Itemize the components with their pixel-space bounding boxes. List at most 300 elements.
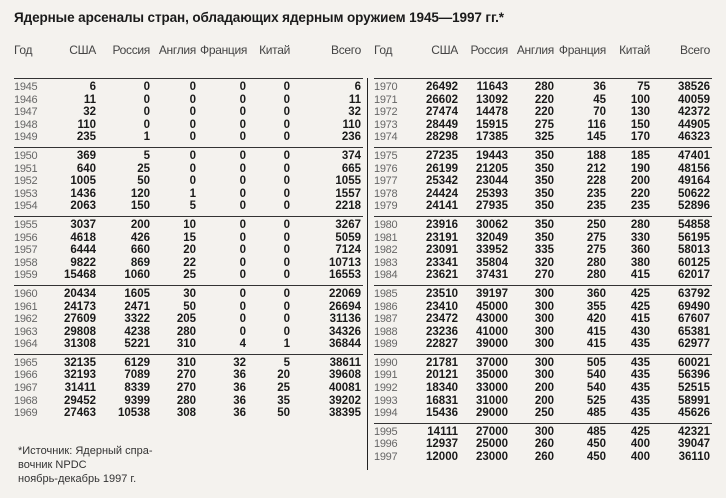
total-cell: 5059 [335, 231, 361, 244]
russia-cell: 30062 [460, 216, 510, 231]
usa-cell: 369 [52, 147, 100, 162]
column-divider [367, 78, 368, 470]
table-row [374, 438, 712, 451]
russia-cell: 1 [143, 131, 150, 144]
table-row [374, 285, 712, 300]
total-cell: 60021 [652, 354, 712, 369]
china-cell: 425 [608, 423, 652, 438]
total-cell: 3267 [292, 216, 363, 231]
england-cell: 300 [534, 325, 554, 338]
china-cell: 280 [608, 216, 652, 231]
france-cell: 540 [586, 382, 606, 395]
england-cell: 200 [534, 394, 554, 407]
usa-cell: 20121 [426, 369, 458, 382]
england-cell: 270 [176, 382, 196, 395]
usa-cell: 23410 [426, 300, 458, 313]
total-cell: 58991 [678, 394, 710, 407]
total-cell: 58013 [678, 244, 710, 257]
year-cell: 1995 [374, 423, 412, 438]
table-row [374, 257, 712, 270]
table-row [14, 338, 363, 354]
france-cell: 0 [198, 285, 248, 300]
table-row [374, 175, 712, 188]
france-cell: 70 [593, 106, 606, 119]
russia-cell: 19443 [460, 147, 510, 162]
china-cell: 0 [283, 300, 290, 313]
france-cell: 0 [239, 187, 246, 200]
total-cell: 60125 [678, 256, 710, 269]
russia-cell: 33000 [476, 382, 508, 395]
china-cell: 0 [283, 325, 290, 338]
col-total: Всего [680, 43, 710, 57]
table-group [14, 147, 363, 216]
total-cell: 34326 [329, 325, 361, 338]
russia-cell: 869 [130, 256, 150, 269]
usa-cell: 27235 [412, 147, 460, 162]
table-row [374, 407, 712, 423]
usa-cell: 23510 [412, 285, 460, 300]
england-cell: 205 [176, 313, 196, 326]
france-cell: 0 [239, 175, 246, 188]
total-cell: 40081 [329, 382, 361, 395]
table-row [374, 451, 712, 467]
total-cell: 54858 [652, 216, 712, 231]
usa-cell: 26602 [426, 93, 458, 106]
russia-cell: 0 [143, 118, 150, 131]
usa-cell: 11 [83, 93, 96, 106]
russia-cell: 35804 [476, 256, 508, 269]
usa-cell: 640 [76, 162, 96, 175]
russia-cell: 1060 [124, 269, 150, 282]
england-cell: 325 [534, 131, 554, 144]
footnote-line: *Источник: Ядерный спра- [18, 445, 153, 457]
china-cell: 185 [608, 147, 652, 162]
table-row [374, 326, 712, 339]
total-cell: 42321 [652, 423, 712, 438]
table-row [374, 301, 712, 314]
russia-cell: 37431 [476, 269, 508, 282]
total-cell: 6 [292, 79, 363, 94]
china-cell: 0 [283, 231, 290, 244]
russia-cell: 14478 [476, 106, 508, 119]
total-cell: 16553 [329, 269, 361, 282]
table-group [14, 79, 363, 148]
total-cell: 44905 [678, 118, 710, 131]
year-cell: 1978 [374, 187, 398, 200]
china-cell: 0 [283, 187, 290, 200]
france-cell: 36 [233, 382, 246, 395]
france-cell: 355 [586, 300, 606, 313]
table-row [14, 163, 363, 176]
total-cell: 31136 [329, 313, 361, 326]
table-row [14, 232, 363, 245]
france-cell: 36 [233, 407, 246, 420]
table-row [14, 269, 363, 285]
england-cell: 30 [152, 285, 198, 300]
usa-cell: 110 [77, 118, 96, 131]
year-cell: 1996 [374, 438, 398, 451]
footnote [18, 444, 153, 486]
usa-cell: 25342 [426, 175, 458, 188]
year-cell: 1958 [14, 256, 38, 269]
total-cell: 26694 [329, 300, 361, 313]
england-cell: 0 [189, 118, 196, 131]
usa-cell: 16831 [426, 394, 458, 407]
year-cell: 1987 [374, 313, 398, 326]
russia-cell: 0 [143, 93, 150, 106]
total-cell: 1557 [335, 187, 361, 200]
england-cell: 25 [183, 269, 196, 282]
russia-cell: 0 [100, 79, 152, 94]
table-row [374, 369, 712, 382]
england-cell: 260 [534, 438, 554, 451]
year-cell: 1980 [374, 216, 412, 231]
total-cell: 63792 [652, 285, 712, 300]
france-cell: 0 [239, 200, 246, 213]
year-cell: 1961 [14, 300, 38, 313]
col-china: Китай [259, 43, 290, 57]
table-row [374, 106, 712, 119]
usa-cell: 23236 [426, 325, 458, 338]
table-group [374, 79, 712, 148]
russia-cell: 21205 [476, 162, 508, 175]
usa-cell: 29452 [64, 394, 96, 407]
table-row [14, 131, 363, 147]
year-cell: 1991 [374, 369, 398, 382]
england-cell: 350 [534, 175, 554, 188]
year-cell: 1976 [374, 162, 398, 175]
france-cell: 450 [586, 451, 606, 464]
total-cell: 38395 [329, 407, 361, 420]
china-cell: 0 [283, 106, 290, 119]
france-cell: 36 [556, 79, 608, 94]
russia-cell: 25393 [476, 187, 508, 200]
table-row [374, 269, 712, 285]
russia-cell: 17385 [476, 131, 508, 144]
china-cell: 0 [283, 131, 290, 144]
france-cell: 4 [239, 338, 246, 351]
table-row [374, 382, 712, 395]
col-england: Англия [158, 43, 196, 57]
total-cell: 38526 [652, 79, 712, 94]
china-cell: 1 [283, 338, 290, 351]
china-cell: 400 [630, 438, 650, 451]
russia-cell: 4238 [124, 325, 150, 338]
france-cell: 505 [556, 354, 608, 369]
england-cell: 1 [189, 187, 196, 200]
france-cell: 450 [586, 438, 606, 451]
page-title: Ядерные арсеналы стран, обладающих ядерным оружием 1945—1997 гг.* [14, 10, 504, 25]
table-row [374, 423, 712, 438]
england-cell: 20 [183, 244, 196, 257]
usa-cell: 23341 [426, 256, 458, 269]
france-cell: 235 [586, 187, 606, 200]
year-cell: 1994 [374, 407, 398, 420]
england-cell: 0 [152, 79, 198, 94]
year-cell: 1970 [374, 79, 412, 94]
table-row [374, 79, 712, 94]
year-cell: 1956 [14, 231, 38, 244]
year-cell: 1945 [14, 79, 52, 94]
england-cell: 300 [510, 423, 556, 438]
england-cell: 300 [510, 285, 556, 300]
russia-cell: 5 [100, 147, 152, 162]
china-cell: 0 [283, 93, 290, 106]
year-cell: 1979 [374, 200, 398, 213]
year-cell: 1971 [374, 93, 398, 106]
russia-cell: 27000 [460, 423, 510, 438]
table-row [14, 106, 363, 119]
france-cell: 0 [198, 79, 248, 94]
china-cell: 0 [283, 200, 290, 213]
england-cell: 308 [176, 407, 196, 420]
england-cell: 0 [189, 162, 196, 175]
france-cell: 228 [586, 175, 606, 188]
usa-cell: 15468 [64, 269, 96, 282]
china-cell: 0 [248, 285, 292, 300]
russia-cell: 3322 [124, 313, 150, 326]
france-cell: 0 [239, 256, 246, 269]
france-cell: 415 [586, 325, 606, 338]
france-cell: 0 [239, 313, 246, 326]
france-cell: 36 [233, 369, 246, 382]
russia-cell: 27935 [476, 200, 508, 213]
total-cell: 69490 [678, 300, 710, 313]
usa-cell: 24424 [426, 187, 458, 200]
year-cell: 1974 [374, 131, 398, 144]
china-cell: 0 [283, 118, 290, 131]
table-row [14, 326, 363, 339]
china-cell: 20 [277, 369, 290, 382]
russia-cell: 33952 [476, 244, 508, 257]
table-group [374, 216, 712, 285]
china-cell: 170 [630, 131, 650, 144]
china-cell: 380 [630, 256, 650, 269]
england-cell: 300 [510, 354, 556, 369]
table-group [14, 354, 363, 422]
china-cell: 360 [630, 244, 650, 257]
total-cell: 40059 [678, 93, 710, 106]
france-cell: 0 [239, 325, 246, 338]
france-cell: 32 [198, 354, 248, 369]
france-cell: 36 [233, 394, 246, 407]
russia-cell: 41000 [476, 325, 508, 338]
table-row [14, 119, 363, 132]
china-cell: 200 [630, 175, 650, 188]
china-cell: 235 [630, 200, 650, 213]
total-cell: 50622 [678, 187, 710, 200]
russia-cell: 15915 [476, 118, 508, 131]
table-row [14, 407, 363, 423]
year-cell: 1966 [14, 369, 38, 382]
russia-cell: 43000 [476, 313, 508, 326]
table-group [374, 147, 712, 216]
england-cell: 280 [176, 325, 196, 338]
usa-cell: 1005 [70, 175, 96, 188]
china-cell: 0 [283, 256, 290, 269]
russia-cell: 6129 [100, 354, 152, 369]
total-cell: 65381 [678, 325, 710, 338]
total-cell: 48156 [678, 162, 710, 175]
france-cell: 0 [239, 162, 246, 175]
total-cell: 39047 [678, 438, 710, 451]
year-cell: 1946 [14, 93, 38, 106]
china-cell: 35 [277, 394, 290, 407]
russia-cell: 39000 [476, 338, 508, 351]
france-cell: 145 [586, 131, 606, 144]
russia-cell: 13092 [476, 93, 508, 106]
usa-cell: 22827 [426, 338, 458, 351]
col-france: Франция [558, 43, 606, 57]
year-cell: 1950 [14, 147, 52, 162]
year-cell: 1969 [14, 407, 38, 420]
header-row [374, 38, 712, 62]
russia-cell: 39197 [460, 285, 510, 300]
usa-cell: 23091 [426, 244, 458, 257]
total-cell: 110 [342, 118, 361, 131]
year-cell: 1957 [14, 244, 38, 257]
year-cell: 1982 [374, 244, 398, 257]
england-cell: 300 [534, 300, 554, 313]
table-row [374, 94, 712, 107]
total-cell: 11 [348, 93, 361, 106]
total-cell: 45626 [678, 407, 710, 420]
usa-cell: 21781 [412, 354, 460, 369]
france-cell: 0 [198, 216, 248, 231]
france-cell: 212 [586, 162, 606, 175]
france-cell: 0 [239, 300, 246, 313]
england-cell: 350 [534, 231, 554, 244]
total-cell: 36844 [329, 338, 361, 351]
england-cell: 280 [510, 79, 556, 94]
france-cell: 188 [556, 147, 608, 162]
table-row [374, 244, 712, 257]
total-cell: 52896 [678, 200, 710, 213]
total-cell: 7124 [335, 244, 361, 257]
france-cell: 0 [239, 244, 246, 257]
total-cell: 1055 [335, 175, 361, 188]
usa-cell: 23916 [412, 216, 460, 231]
russia-cell: 23000 [476, 451, 508, 464]
table-row [14, 244, 363, 257]
china-cell: 0 [248, 147, 292, 162]
france-cell: 0 [239, 118, 246, 131]
usa-cell: 12000 [426, 451, 458, 464]
england-cell: 310 [176, 338, 196, 351]
russia-cell: 32049 [476, 231, 508, 244]
table-row [374, 395, 712, 408]
table-row [14, 79, 363, 94]
col-usa: США [69, 43, 96, 57]
usa-cell: 20434 [52, 285, 100, 300]
year-cell: 1990 [374, 354, 412, 369]
year-cell: 1959 [14, 269, 38, 282]
year-cell: 1960 [14, 285, 52, 300]
england-cell: 220 [534, 93, 554, 106]
table-row [374, 216, 712, 231]
table-row [14, 354, 363, 369]
table-row [14, 188, 363, 201]
usa-cell: 32135 [52, 354, 100, 369]
table-row [14, 369, 363, 382]
france-cell: 525 [586, 394, 606, 407]
total-cell: 56195 [678, 231, 710, 244]
russia-cell: 7089 [124, 369, 150, 382]
china-cell: 100 [630, 93, 650, 106]
table-row [14, 257, 363, 270]
usa-cell: 26199 [426, 162, 458, 175]
table-left [14, 38, 363, 423]
china-cell: 435 [630, 382, 650, 395]
total-cell: 47401 [652, 147, 712, 162]
russia-cell: 45000 [476, 300, 508, 313]
france-cell: 280 [586, 269, 606, 282]
china-cell: 130 [630, 106, 650, 119]
year-cell: 1964 [14, 338, 38, 351]
england-cell: 22 [183, 256, 196, 269]
total-cell: 46323 [678, 131, 710, 144]
russia-cell: 10538 [118, 407, 150, 420]
table-row [374, 232, 712, 245]
usa-cell: 4618 [70, 231, 96, 244]
china-cell: 25 [277, 382, 290, 395]
china-cell: 435 [630, 394, 650, 407]
china-cell: 435 [608, 354, 652, 369]
table-row [14, 175, 363, 188]
table-row [374, 163, 712, 176]
usa-cell: 28298 [426, 131, 458, 144]
china-cell: 435 [630, 369, 650, 382]
china-cell: 400 [630, 451, 650, 464]
year-cell: 1989 [374, 338, 398, 351]
year-cell: 1984 [374, 269, 398, 282]
year-cell: 1972 [374, 106, 398, 119]
england-cell: 350 [534, 162, 554, 175]
russia-cell: 0 [143, 106, 150, 119]
year-cell: 1981 [374, 231, 398, 244]
table-row [14, 313, 363, 326]
col-france: Франция [200, 43, 248, 57]
china-cell: 0 [283, 269, 290, 282]
usa-cell: 14111 [412, 423, 460, 438]
russia-cell: 2471 [124, 300, 150, 313]
france-cell: 0 [239, 93, 246, 106]
table-group [374, 285, 712, 354]
total-cell: 2218 [335, 200, 361, 213]
usa-cell: 28449 [426, 118, 458, 131]
table-row [374, 313, 712, 326]
china-cell: 0 [283, 162, 290, 175]
total-cell: 22069 [292, 285, 363, 300]
usa-cell: 32193 [64, 369, 96, 382]
china-cell: 425 [630, 300, 650, 313]
total-cell: 10713 [329, 256, 361, 269]
year-cell: 1953 [14, 187, 38, 200]
table-row [14, 200, 363, 216]
table-row [374, 200, 712, 216]
year-cell: 1954 [14, 200, 38, 213]
england-cell: 280 [176, 394, 196, 407]
england-cell: 310 [152, 354, 198, 369]
table-right [374, 38, 712, 467]
russia-cell: 50 [137, 175, 150, 188]
england-cell: 10 [152, 216, 198, 231]
england-cell: 350 [534, 200, 554, 213]
year-cell: 1985 [374, 285, 412, 300]
year-cell: 1963 [14, 325, 38, 338]
russia-cell: 31000 [476, 394, 508, 407]
table-row [374, 147, 712, 162]
